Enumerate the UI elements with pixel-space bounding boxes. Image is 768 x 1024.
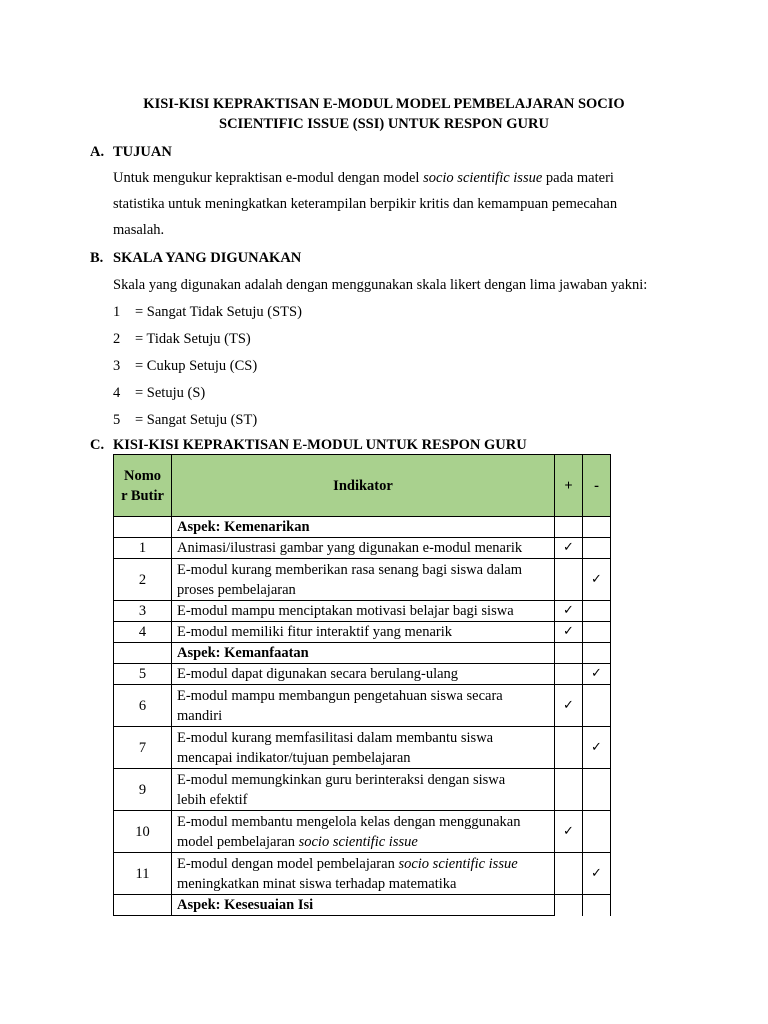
plus-cell xyxy=(555,622,583,643)
table-row xyxy=(114,853,611,895)
minus-cell xyxy=(583,538,611,559)
minus-cell xyxy=(583,769,611,811)
section-a-text-italic: socio scientific issue xyxy=(423,170,543,186)
indikator-cell: Animasi/ilustrasi gambar yang digunakan e-modul menarik xyxy=(172,538,555,559)
table-row xyxy=(114,664,611,685)
indikator-line: proses pembelajaran xyxy=(177,581,296,598)
nomor-butir-cell: 9 xyxy=(114,769,172,811)
section-a-paragraph xyxy=(113,165,673,243)
scale-item xyxy=(113,329,251,349)
aspek-label: Aspek: Kemenarikan xyxy=(172,517,555,538)
plus-cell xyxy=(555,685,583,727)
minus-cell xyxy=(583,559,611,601)
scale-number: 3 xyxy=(113,358,121,374)
section-a-text-2: pada materi xyxy=(542,170,614,186)
indikator-cell xyxy=(172,769,555,811)
aspek-row xyxy=(114,895,611,916)
plus-cell xyxy=(555,538,583,559)
section-c-letter: C. xyxy=(90,437,105,453)
minus-cell xyxy=(583,664,611,685)
checkmark-icon: ✓ xyxy=(563,540,574,555)
nomor-butir-cell xyxy=(114,643,172,664)
section-a-text-line3: masalah. xyxy=(113,222,165,238)
section-b-title: SKALA YANG DIGUNAKAN xyxy=(113,250,302,266)
header-nomor-line2: r Butir xyxy=(121,487,164,504)
kisi-kisi-table xyxy=(113,454,611,916)
indikator-line: E-modul membantu mengelola kelas dengan menggunakan xyxy=(177,813,521,830)
nomor-butir-cell: 10 xyxy=(114,811,172,853)
header-plus: + xyxy=(555,455,583,517)
scale-item xyxy=(113,410,257,430)
aspek-label: Aspek: Kesesuaian Isi xyxy=(172,895,555,916)
title-line-1: KISI-KISI KEPRAKTISAN E-MODUL MODEL PEMBELAJARAN SOCIO xyxy=(143,96,625,112)
header-nomor-butir xyxy=(114,455,172,517)
minus-cell xyxy=(583,685,611,727)
minus-cell xyxy=(583,895,611,916)
nomor-butir-cell xyxy=(114,517,172,538)
indikator-cell xyxy=(172,559,555,601)
document-title xyxy=(90,94,678,134)
plus-cell xyxy=(555,769,583,811)
indikator-cell: E-modul dapat digunakan secara berulang-ulang xyxy=(172,664,555,685)
indikator-cell: E-modul memiliki fitur interaktif yang menarik xyxy=(172,622,555,643)
plus-cell xyxy=(555,853,583,895)
nomor-butir-cell: 11 xyxy=(114,853,172,895)
minus-cell xyxy=(583,727,611,769)
indikator-cell xyxy=(172,811,555,853)
indikator-line: E-modul kurang memberikan rasa senang bagi siswa dalam xyxy=(177,561,523,578)
plus-cell xyxy=(555,517,583,538)
minus-cell xyxy=(583,622,611,643)
checkmark-icon: ✓ xyxy=(591,865,602,881)
plus-cell xyxy=(555,559,583,601)
scale-label: = Tidak Setuju (TS) xyxy=(135,331,251,347)
indikator-cell xyxy=(172,685,555,727)
header-nomor-line1: Nomo xyxy=(123,467,162,484)
indikator-cell xyxy=(172,853,555,895)
indikator-line: lebih efektif xyxy=(177,791,248,808)
section-b-letter: B. xyxy=(90,250,104,266)
plus-cell xyxy=(555,811,583,853)
nomor-butir-cell: 4 xyxy=(114,622,172,643)
indikator-text: model pembelajaran xyxy=(177,833,299,850)
scale-item xyxy=(113,383,205,403)
table-body xyxy=(114,517,611,916)
plus-cell xyxy=(555,643,583,664)
scale-item xyxy=(113,302,302,322)
section-a-text-line2: statistika untuk meningkatkan keterampilan berpikir kritis dan kemampuan pemecahan xyxy=(113,196,618,212)
minus-cell xyxy=(583,517,611,538)
indikator-italic: socio scientific issue xyxy=(298,833,418,850)
scale-number: 4 xyxy=(113,385,121,401)
table-row xyxy=(114,538,611,559)
nomor-butir-cell: 1 xyxy=(114,538,172,559)
aspek-label: Aspek: Kemanfaatan xyxy=(172,643,555,664)
aspek-row xyxy=(114,517,611,538)
title-line-2: SCIENTIFIC ISSUE (SSI) UNTUK RESPON GURU xyxy=(219,116,549,132)
section-a-title: TUJUAN xyxy=(113,144,172,160)
table-header-row xyxy=(114,455,611,517)
scale-number: 2 xyxy=(113,331,121,347)
minus-cell xyxy=(583,643,611,664)
minus-cell xyxy=(583,811,611,853)
section-c-heading xyxy=(90,435,527,455)
scale-label: = Setuju (S) xyxy=(135,385,206,401)
nomor-butir-cell: 5 xyxy=(114,664,172,685)
scale-number: 1 xyxy=(113,304,121,320)
indikator-cell: E-modul mampu menciptakan motivasi belajar bagi siswa xyxy=(172,601,555,622)
scale-label: = Sangat Tidak Setuju (STS) xyxy=(135,304,302,320)
table-row xyxy=(114,559,611,601)
minus-cell xyxy=(583,853,611,895)
checkmark-icon: ✓ xyxy=(591,739,602,755)
scale-item xyxy=(113,356,257,376)
table-row xyxy=(114,601,611,622)
table-row xyxy=(114,685,611,727)
checkmark-icon: ✓ xyxy=(591,571,602,587)
plus-cell xyxy=(555,601,583,622)
header-minus: - xyxy=(583,455,611,517)
table-row xyxy=(114,811,611,853)
nomor-butir-cell: 2 xyxy=(114,559,172,601)
nomor-butir-cell: 7 xyxy=(114,727,172,769)
checkmark-icon: ✓ xyxy=(563,603,574,618)
nomor-butir-cell: 6 xyxy=(114,685,172,727)
checkmark-icon: ✓ xyxy=(591,666,602,681)
indikator-line xyxy=(177,854,550,874)
scale-label: = Sangat Setuju (ST) xyxy=(135,412,258,428)
section-a-letter: A. xyxy=(90,144,105,160)
indikator-line: mandiri xyxy=(177,707,223,724)
aspek-row xyxy=(114,643,611,664)
scale-label: = Cukup Setuju (CS) xyxy=(135,358,258,374)
section-c-title: KISI-KISI KEPRAKTISAN E-MODUL UNTUK RESPON GURU xyxy=(113,437,527,453)
checkmark-icon: ✓ xyxy=(563,823,574,839)
plus-cell xyxy=(555,727,583,769)
table-row xyxy=(114,727,611,769)
checkmark-icon: ✓ xyxy=(563,624,574,639)
indikator-line: E-modul memungkinkan guru berinteraksi dengan siswa xyxy=(177,771,506,788)
plus-cell xyxy=(555,664,583,685)
table-row xyxy=(114,622,611,643)
minus-cell xyxy=(583,601,611,622)
indikator-line: meningkatkan minat siswa terhadap matematika xyxy=(177,875,457,892)
header-indikator: Indikator xyxy=(172,455,555,517)
plus-cell xyxy=(555,895,583,916)
indikator-cell xyxy=(172,727,555,769)
nomor-butir-cell xyxy=(114,895,172,916)
section-b-heading xyxy=(90,248,301,268)
section-a-text-1: Untuk mengukur kepraktisan e-modul dengan model xyxy=(113,170,424,186)
indikator-line: E-modul mampu membangun pengetahuan siswa secara xyxy=(177,687,503,704)
scale-number: 5 xyxy=(113,412,121,428)
indikator-text: E-modul dengan model pembelajaran xyxy=(177,855,399,872)
checkmark-icon: ✓ xyxy=(563,697,574,713)
section-b-intro: Skala yang digunakan adalah dengan menggunakan skala likert dengan lima jawaban yakni: xyxy=(113,277,648,293)
indikator-line xyxy=(177,832,550,852)
section-a-heading xyxy=(90,142,172,162)
indikator-italic: socio scientific issue xyxy=(398,855,518,872)
table-row xyxy=(114,769,611,811)
indikator-line: mencapai indikator/tujuan pembelajaran xyxy=(177,749,411,766)
indikator-line: E-modul kurang memfasilitasi dalam membantu siswa xyxy=(177,729,494,746)
nomor-butir-cell: 3 xyxy=(114,601,172,622)
